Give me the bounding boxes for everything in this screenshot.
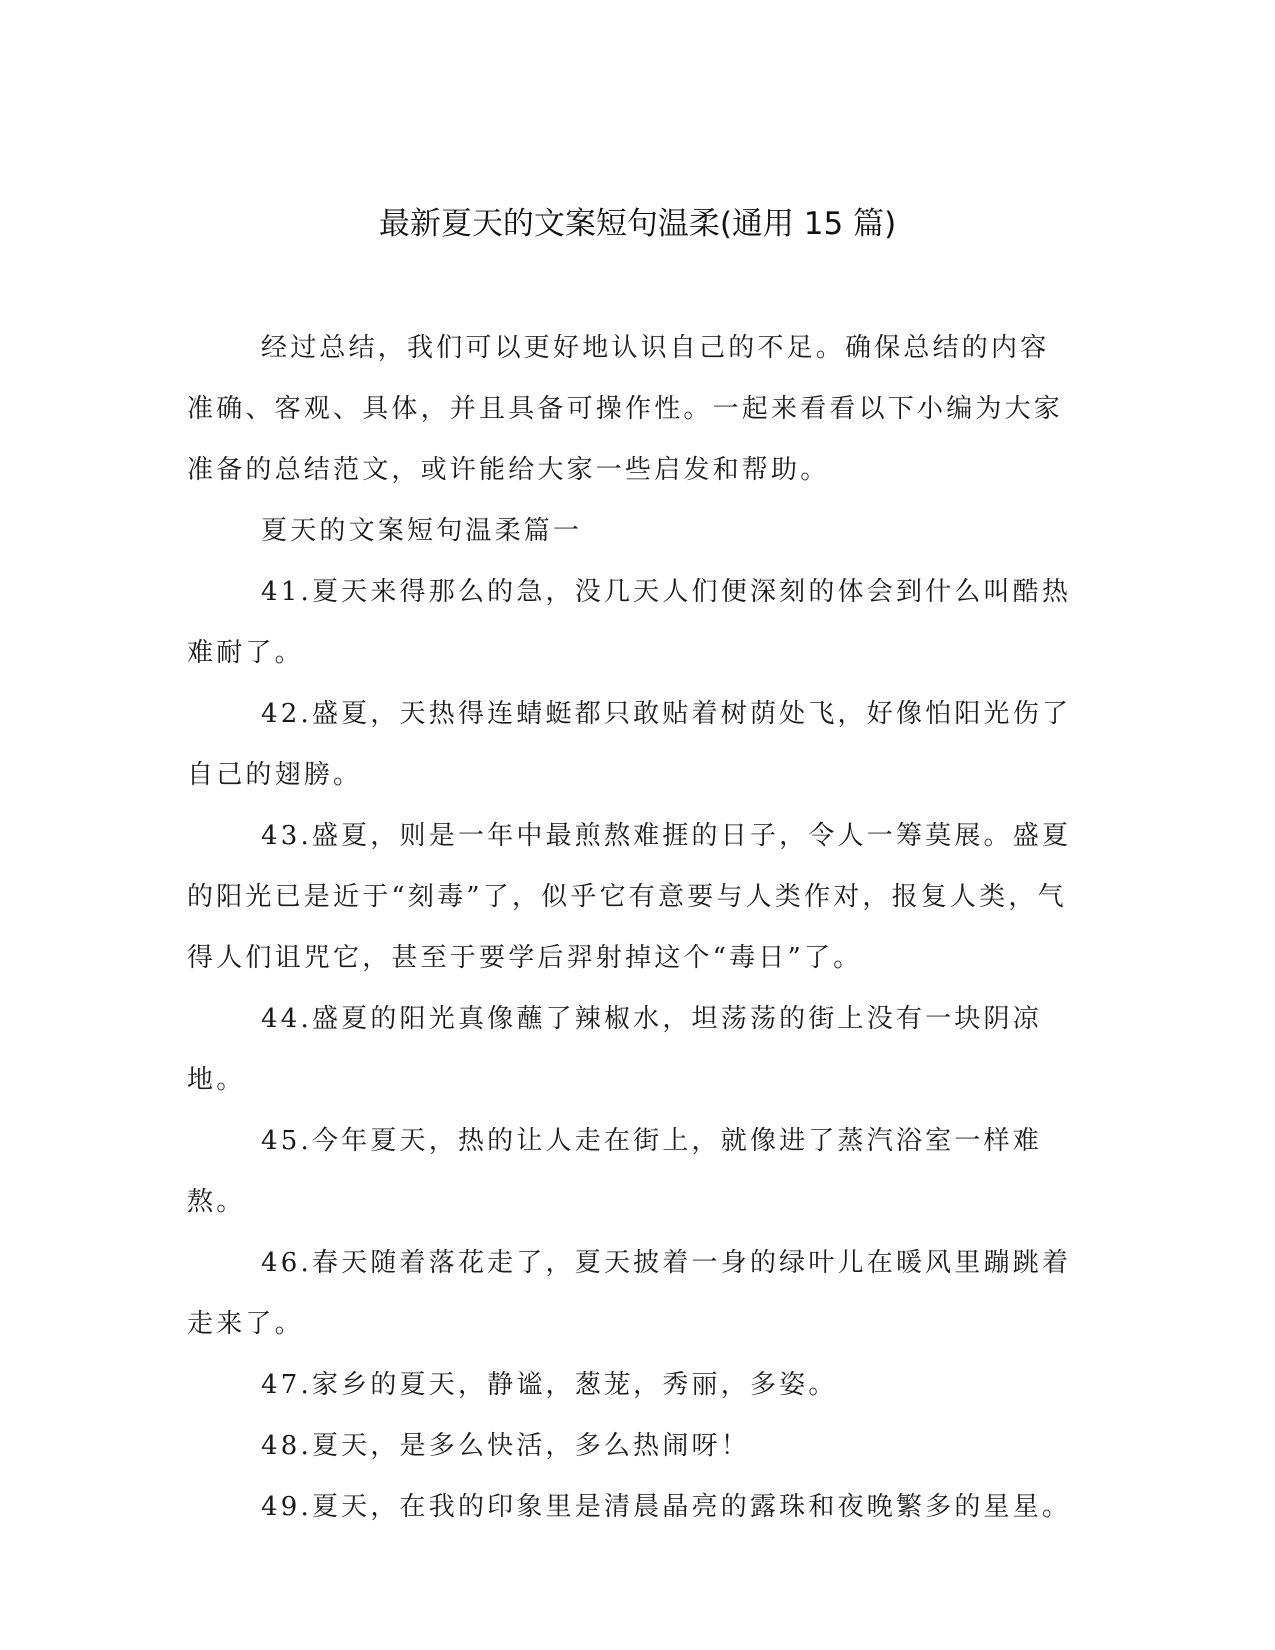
quote-item: 42.盛夏，天热得连蜻蜓都只敢贴着树荫处飞，好像怕阳光伤了自己的翅膀。 — [187, 699, 1072, 790]
section-heading: 夏天的文案短句温柔篇一 — [261, 516, 583, 546]
quote-item: 45.今年夏天，热的让人走在街上，就像进了蒸汽浴室一样难熬。 — [187, 1126, 1042, 1217]
quote-item: 44.盛夏的阳光真像蘸了辣椒水，坦荡荡的街上没有一块阴凉地。 — [187, 1004, 1042, 1095]
document-body — [187, 318, 1077, 1538]
quote-item: 46.春天随着落花走了，夏天披着一身的绿叶儿在暖风里蹦跳着走来了。 — [187, 1248, 1072, 1339]
quote-item: 49.夏天，在我的印象里是清晨晶亮的露珠和夜晚繁多的星星。 — [261, 1492, 1072, 1522]
quote-item: 47.家乡的夏天，静谧，葱茏，秀丽，多姿。 — [261, 1370, 838, 1400]
quote-item: 41.夏天来得那么的急，没几天人们便深刻的体会到什么叫酷热难耐了。 — [187, 577, 1072, 668]
quote-item: 43.盛夏，则是一年中最煎熬难捱的日子，令人一筹莫展。盛夏的阳光已是近于“刻毒”了，似乎它有意要与人类作对，报复人类，气得人们诅咒它，甚至于要学后羿射掉这个“毒日”了。 — [187, 821, 1072, 973]
quote-item: 48.夏天，是多么快活，多么热闹呀！ — [261, 1431, 750, 1461]
intro-paragraph: 经过总结，我们可以更好地认识自己的不足。确保总结的内容准确、客观、具体，并且具备可操作性。一起来看看以下小编为大家准备的总结范文，或许能给大家一些启发和帮助。 — [187, 333, 1064, 485]
document-title: 最新夏天的文案短句温柔(通用 15 篇) — [378, 206, 897, 242]
